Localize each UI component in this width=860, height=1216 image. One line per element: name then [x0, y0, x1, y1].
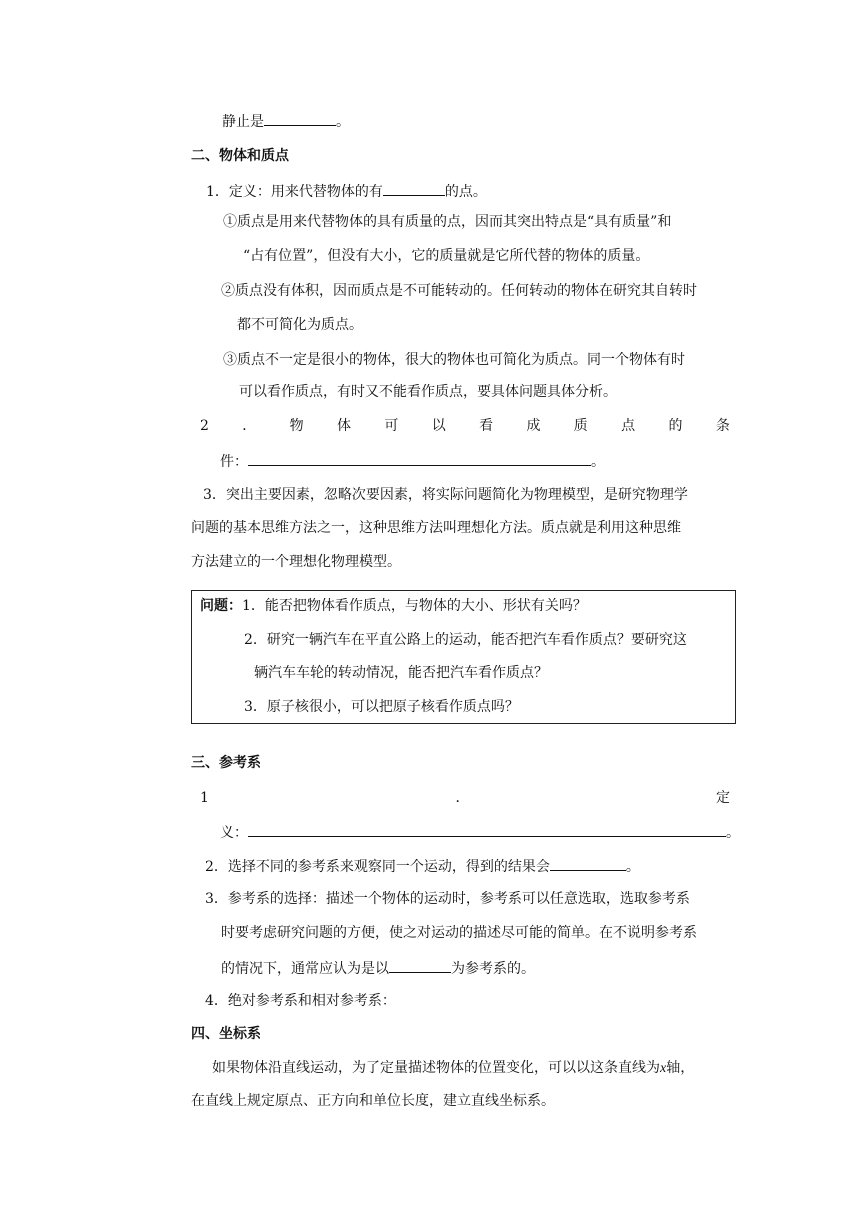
def-char: 定 [715, 790, 730, 806]
reference-def-end: 。 [726, 825, 740, 841]
question-2-line1: 2．研究一辆汽车在平直公路上的运动，能否把汽车看作质点？要研究这 [244, 632, 687, 648]
section4-heading: 四、坐标系 [191, 1026, 261, 1042]
cond-char: ． [242, 418, 257, 434]
cond-char: 可 [384, 418, 399, 434]
question-line1 [200, 596, 587, 616]
section2-definition [206, 180, 487, 202]
variable-x: x [660, 1061, 667, 1076]
cond-char: 体 [337, 418, 351, 434]
item3-last-prefix: 的情况下，通常应认为是以 [221, 961, 389, 977]
definition-blank [383, 180, 445, 196]
def-char: 1 [200, 790, 209, 806]
note3-line1: ③质点不一定是很小的物体，很大的物体也可简化为质点。同一个物体有时 [223, 352, 685, 368]
static-line [222, 110, 350, 132]
section3-heading: 三、参考系 [191, 755, 261, 771]
cond-char: 2 [200, 418, 209, 434]
reference-def-prefix: 义： [220, 825, 248, 841]
condition-blank [248, 450, 591, 466]
item3-last-suffix: 为参考系的。 [451, 961, 535, 977]
cond-char: 的 [668, 418, 683, 434]
def-char: ． [455, 790, 470, 806]
item2-prefix: 2．选择不同的参考系来观察同一个运动，得到的结果会 [205, 859, 550, 875]
item2-end: 。 [625, 859, 640, 875]
coordinate-para-line1 [212, 1058, 694, 1079]
condition-line2 [220, 450, 605, 472]
condition-line1 [200, 416, 730, 436]
item3-line2: 问题的基本思维方法之一，这种思维方法叫理想化方法。质点就是利用这种思维 [191, 520, 681, 536]
question-2-line2: 辆汽车车轮的转动情况，能否把汽车看作质点？ [254, 665, 548, 681]
reference-item3-line2: 时要考虑研究问题的方便，使之对运动的描述尽可能的简单。在不说明参考系 [221, 925, 697, 941]
para1-prefix: 如果物体沿直线运动，为了定量描述物体的位置变化，可以以这条直线为 [212, 1060, 660, 1076]
note2-line1: ②质点没有体积，因而质点是不可能转动的。任何转动的物体在研究其自转时 [221, 283, 697, 299]
static-blank [264, 110, 336, 126]
coordinate-para-line2: 在直线上规定原点、正方向和单位长度，建立直线坐标系。 [191, 1093, 555, 1109]
definition-prefix: 1．定义：用来代替物体的有 [206, 184, 383, 200]
reference-item3-line3 [221, 957, 535, 979]
reference-item4: 4．绝对参考系和相对参考系： [205, 993, 396, 1009]
item3-line3: 方法建立的一个理想化物理模型。 [191, 554, 401, 570]
question-1: 1．能否把物体看作质点，与物体的大小、形状有关吗？ [242, 598, 587, 614]
reference-item3-line1: 3．参考系的选择：描述一个物体的运动时，参考系可以任意选取，选取参考系 [205, 891, 690, 907]
reference-def-blank [248, 821, 726, 837]
question-label: 问题： [200, 598, 242, 614]
section2-heading: 二、物体和质点 [191, 148, 289, 164]
static-text: 静止是 [222, 114, 264, 130]
cond-char: 质 [573, 418, 588, 434]
note1-line1: ①质点是用来代替物体的具有质量的点，因而其突出特点是“具有质量”和 [223, 214, 672, 230]
note2-line2: 都不可简化为质点。 [237, 317, 363, 333]
note3-line2: 可以看作质点，有时又不能看作质点，要具体问题具体分析。 [239, 384, 617, 400]
para1-suffix: 轴， [666, 1060, 695, 1076]
definition-suffix: 的点。 [444, 184, 487, 200]
reference-def-line1 [200, 788, 730, 808]
item3-last-blank [389, 957, 451, 973]
reference-item2 [205, 855, 640, 877]
item2-blank [550, 855, 626, 871]
note1-line2: “占有位置”，但没有大小，它的质量就是它所代替的物体的质量。 [243, 248, 650, 264]
cond-char: 看 [479, 418, 494, 434]
static-end: 。 [336, 114, 350, 130]
cond-char: 点 [621, 418, 636, 434]
cond-char: 以 [431, 418, 446, 434]
cond-char: 物 [289, 418, 304, 434]
condition-end: 。 [591, 454, 605, 470]
condition-prefix: 件： [220, 454, 248, 470]
cond-char: 成 [526, 418, 541, 434]
reference-def-line2 [220, 821, 740, 843]
question-box [191, 590, 736, 724]
question-3: 3．原子核很小，可以把原子核看作质点吗？ [244, 699, 519, 715]
item3-line1: 3．突出主要因素，忽略次要因素，将实际问题简化为物理模型，是研究物理学 [203, 487, 688, 503]
cond-char: 条 [715, 418, 730, 434]
